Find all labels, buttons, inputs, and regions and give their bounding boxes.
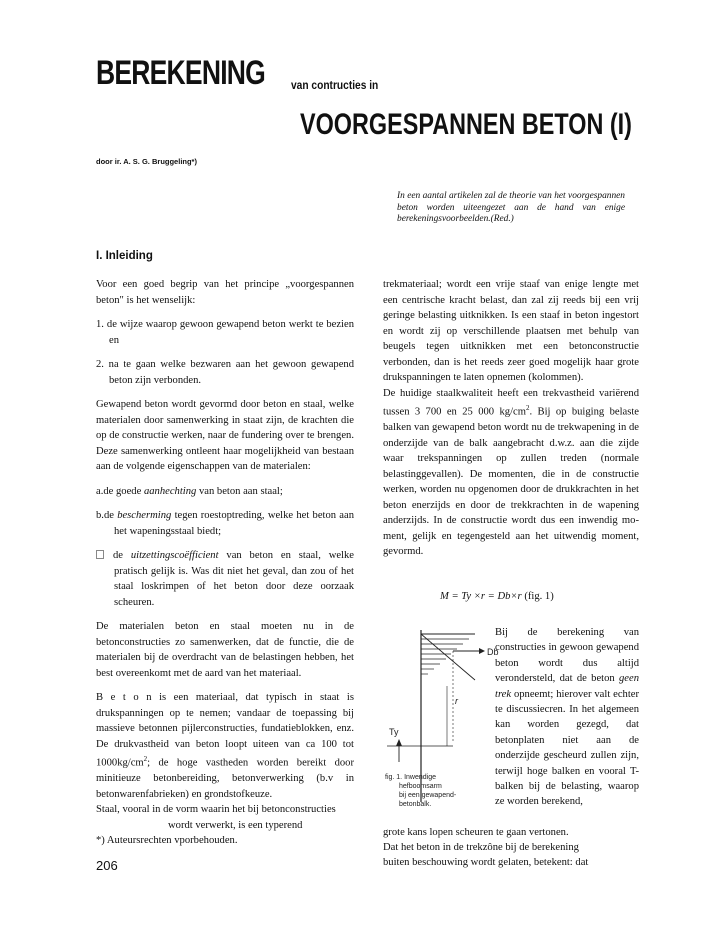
- fig-caption-2: hefboomsarm: [399, 783, 442, 790]
- title-main: BEREKENING: [96, 54, 266, 92]
- label-db: Db: [487, 647, 499, 657]
- section-heading: I. Inleiding: [96, 250, 153, 262]
- title-line2: VOORGESPANNEN BETON (I): [300, 108, 632, 141]
- list-item-a: a.de goede aanhechting van beton aan staal;: [96, 485, 283, 497]
- bullet-box-icon: [96, 550, 104, 559]
- label-ty: Ty: [389, 727, 399, 737]
- title-sub: van contructies in: [291, 78, 379, 92]
- fig-caption-1: fig. 1. Inwendige: [385, 774, 436, 781]
- list-item-b: b.de bescherming tegen roestoptreding, welke het beton aan het wapeningsstaal biedt;: [96, 510, 354, 537]
- formula: M = Ty ×r = Db×r (fig. 1): [440, 591, 554, 602]
- paragraph: trekmateriaal; wordt een vrije staaf van enige lengte met een centrische kracht belast, dan zal zij reeds bij een vrij geringe belasting uitknikken. Is een staaf in beton ingestort en wordt zij op verschillende plaatsen met behulp van beugels tegen uitknikken met een betonconstructie verbonden, dan is het reeds zeer goed mogelijk haar grote drukspanningen te laten opnemen (kolommen).: [383, 279, 639, 383]
- paragraph: De materialen beton en staal moeten nu in de betonconstructies zo samenwerken, dat de functie, die de materialen bij de overdracht van de belastingen hebben, het best overeenkomt met de aard van het materiaal.: [96, 621, 354, 679]
- paragraph: Gewapend beton wordt gevormd door beton en staal, welke materialen door samenwerking in staat zijn, de krachten die op de constructie werken, naar de fundering over te brengen. Deze samenwerking ontleent haar mogelijkheid van bestaan aan de volgende eigenschappen van de materialen:: [96, 399, 354, 472]
- paragraph: Staal, vooral in de vorm waarin het bij betonconstructies: [96, 804, 336, 816]
- left-column: [96, 277, 354, 849]
- paragraph: B e t o n is een materiaal, dat typisch in staat is drukspanningen op te nemen; vandaar de toepassing bij massieve betonnen pijlerconstructies, fundatieblokken, enz. De drukvastheid van beton loopt uiteen van ca 100 tot $1000kg/cm^2$; de hoge vastheden worden bereikt door minitieuze betonbereiding, betonverwerking (b.v in betonwarenfabrieken) en grondstofkeuze.: [96, 692, 354, 800]
- author-line: door ir. A. S. G. Bruggeling*): [96, 157, 197, 166]
- intro-text: In een aantal artikelen zal de theorie van het voorgespannen beton worden uiteengezet aan de hand van enige berekeningsvoorbeelden.(Red.): [397, 191, 625, 224]
- paragraph: De huidige staalkwaliteit heeft een trekvastheid variërend tussen 3 700 en 25 000 $kg/cm^2$. Bij op buiging belaste balken van gewapend beton wordt nu de trekwapening in de onderzijde van de balk aangebracht d.w.z. aan die zijde waar trekspanningen op zullen treden (normale belastinggevallen). De momenten, die in de constructie werken, worden nu opgenomen door de drukkrachten in het beton enerzijds en door de trekkrachten in de wapening anderzijds. In de constructie wordt dus een inwendig moment, gelijk en tegengesteld aan het uitwendig moment, gevormd.: [383, 387, 639, 558]
- fig-caption-4: betonbalk.: [399, 801, 432, 808]
- paragraph: Voor een goed begrip van het principe „voorgespannen beton" is het wenselijk:: [96, 279, 354, 306]
- right-column: [383, 277, 639, 560]
- footnote: *) Auteursrechten vporbehouden.: [96, 835, 238, 847]
- figure-side-text: Bij de berekening van constructies in gewoon gewapend beton wordt dus altijd verondersteld, dat de beton geen trek opneemt; hierover valt echter te discussiecren. In het algemeen kan worden gezegd, dat betonplaten niet aan de onderzijde gescheurd zullen zijn, terwijl hoge balken en vooral T-balken bij de belasting, waarop ze worden berekend,: [495, 627, 639, 808]
- list-item: 1. de wijze waarop gewoon gewapend beton werkt te bezien en: [96, 319, 354, 346]
- list-item-c: de uitzettingscoëfficient van beton en staal, welke pratisch gelijk is. Was dit niet het geval, dan zou of het staal loskrimpen of het beton door deze oorzaak scheuren.: [96, 548, 354, 610]
- fig-caption-3: bij een gewapend-: [399, 792, 457, 799]
- list-item: 2. na te gaan welke bezwaren aan het gewoon gewapend beton zijn verbonden.: [96, 359, 354, 386]
- figure-1-diagram: [383, 622, 499, 818]
- right-column-end: grote kans lopen scheuren te gaan vertonen. Dat het beton in de trekzône bij de berekening buiten beschouwing wordt gelaten, betekent: dat: [383, 827, 589, 868]
- page-number: 206: [96, 858, 118, 873]
- label-r: r: [455, 696, 458, 706]
- paragraph-cont: wordt verwerkt, is een typerend: [168, 819, 303, 831]
